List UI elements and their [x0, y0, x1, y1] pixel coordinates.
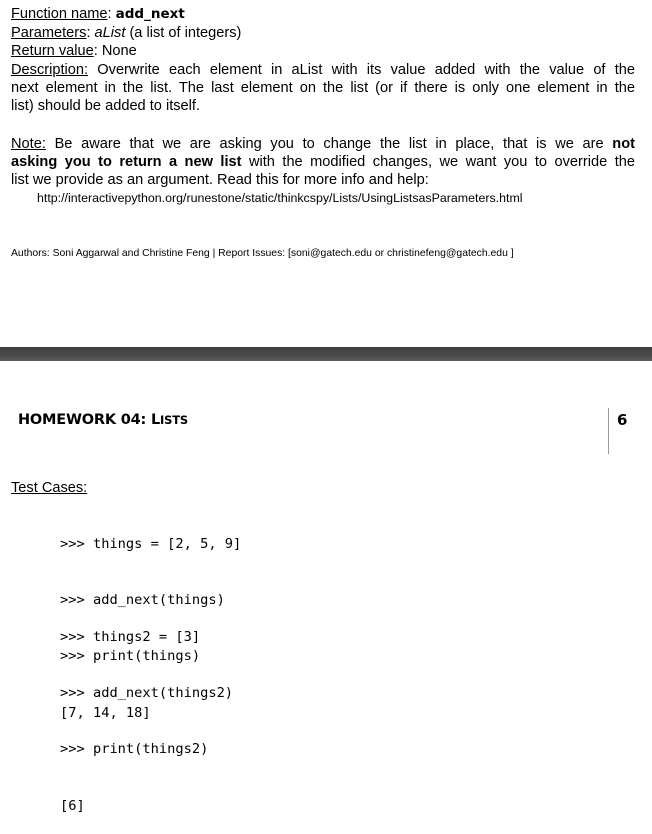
code-output: [7, 14, 18] — [60, 704, 151, 721]
page-title-rest: ISTS — [160, 413, 188, 427]
parameters-desc: (a list of integers) — [129, 25, 242, 41]
return-value: None — [101, 43, 137, 59]
note-bold-not: not — [612, 136, 635, 152]
page-break-band — [0, 347, 652, 361]
return-row: Return value: None — [11, 43, 137, 59]
test-cases-label: Test Cases: — [11, 480, 88, 496]
function-name-row: Function name: add_next — [11, 6, 185, 22]
page-number-divider — [608, 408, 609, 454]
code-line: >>> things2 = [3] — [60, 628, 201, 645]
note-line-3: list we provide as an argument. Read this for more info and help: — [11, 172, 429, 188]
help-link[interactable]: http://interactivepython.org/runestone/static/thinkcspy/Lists/UsingListsasParameters.html — [37, 191, 523, 205]
function-name-label: Function name — [11, 6, 108, 22]
page-title-prefix: HOMEWORK 04: — [18, 412, 151, 428]
parameters-arg: aList — [94, 25, 126, 41]
code-line: >>> print(things2) — [60, 741, 209, 758]
code-line: >>> add_next(things2) — [60, 684, 234, 701]
description-line-2: next element in the list. The last element on the list (or if there is only one element in the — [11, 80, 635, 96]
note-line-2 — [11, 153, 635, 171]
page-title-first: L — [151, 412, 161, 428]
code-line: >>> print(things) — [60, 648, 201, 665]
note-text-2: with the modified changes, we want you to override the — [248, 154, 635, 170]
authors-line: Authors: Soni Aggarwal and Christine Feng | Report Issues: [soni@gatech.edu or christinefeng@gatech.edu ] — [11, 248, 514, 259]
page-number: 6 — [617, 411, 628, 429]
description-text-1: Overwrite each element in aList with its value added with the value of the — [97, 62, 636, 78]
parameters-label: Parameters — [11, 25, 87, 41]
test-case-block-2 — [60, 590, 233, 834]
test-cases-heading — [11, 479, 87, 497]
code-output: [6] — [60, 797, 85, 814]
note-text-1: Be aware that we are asking you to change the list in place, that is we are — [54, 136, 604, 152]
code-line: >>> things = [2, 5, 9] — [60, 535, 242, 552]
note-bold-phrase: asking you to return a new list — [11, 154, 242, 170]
parameters-row: Parameters: aList (a list of integers) — [11, 25, 242, 41]
return-label: Return value — [11, 43, 94, 59]
page-title — [18, 412, 188, 428]
code-line: >>> add_next(things) — [60, 591, 225, 608]
function-name-value: add_next — [115, 6, 185, 22]
note-label: Note: — [11, 136, 46, 152]
description-line-3: list) should be added to itself. — [11, 98, 201, 114]
description-label: Description: — [11, 62, 89, 78]
note-line-1 — [11, 135, 635, 153]
description-line-1 — [11, 61, 635, 79]
